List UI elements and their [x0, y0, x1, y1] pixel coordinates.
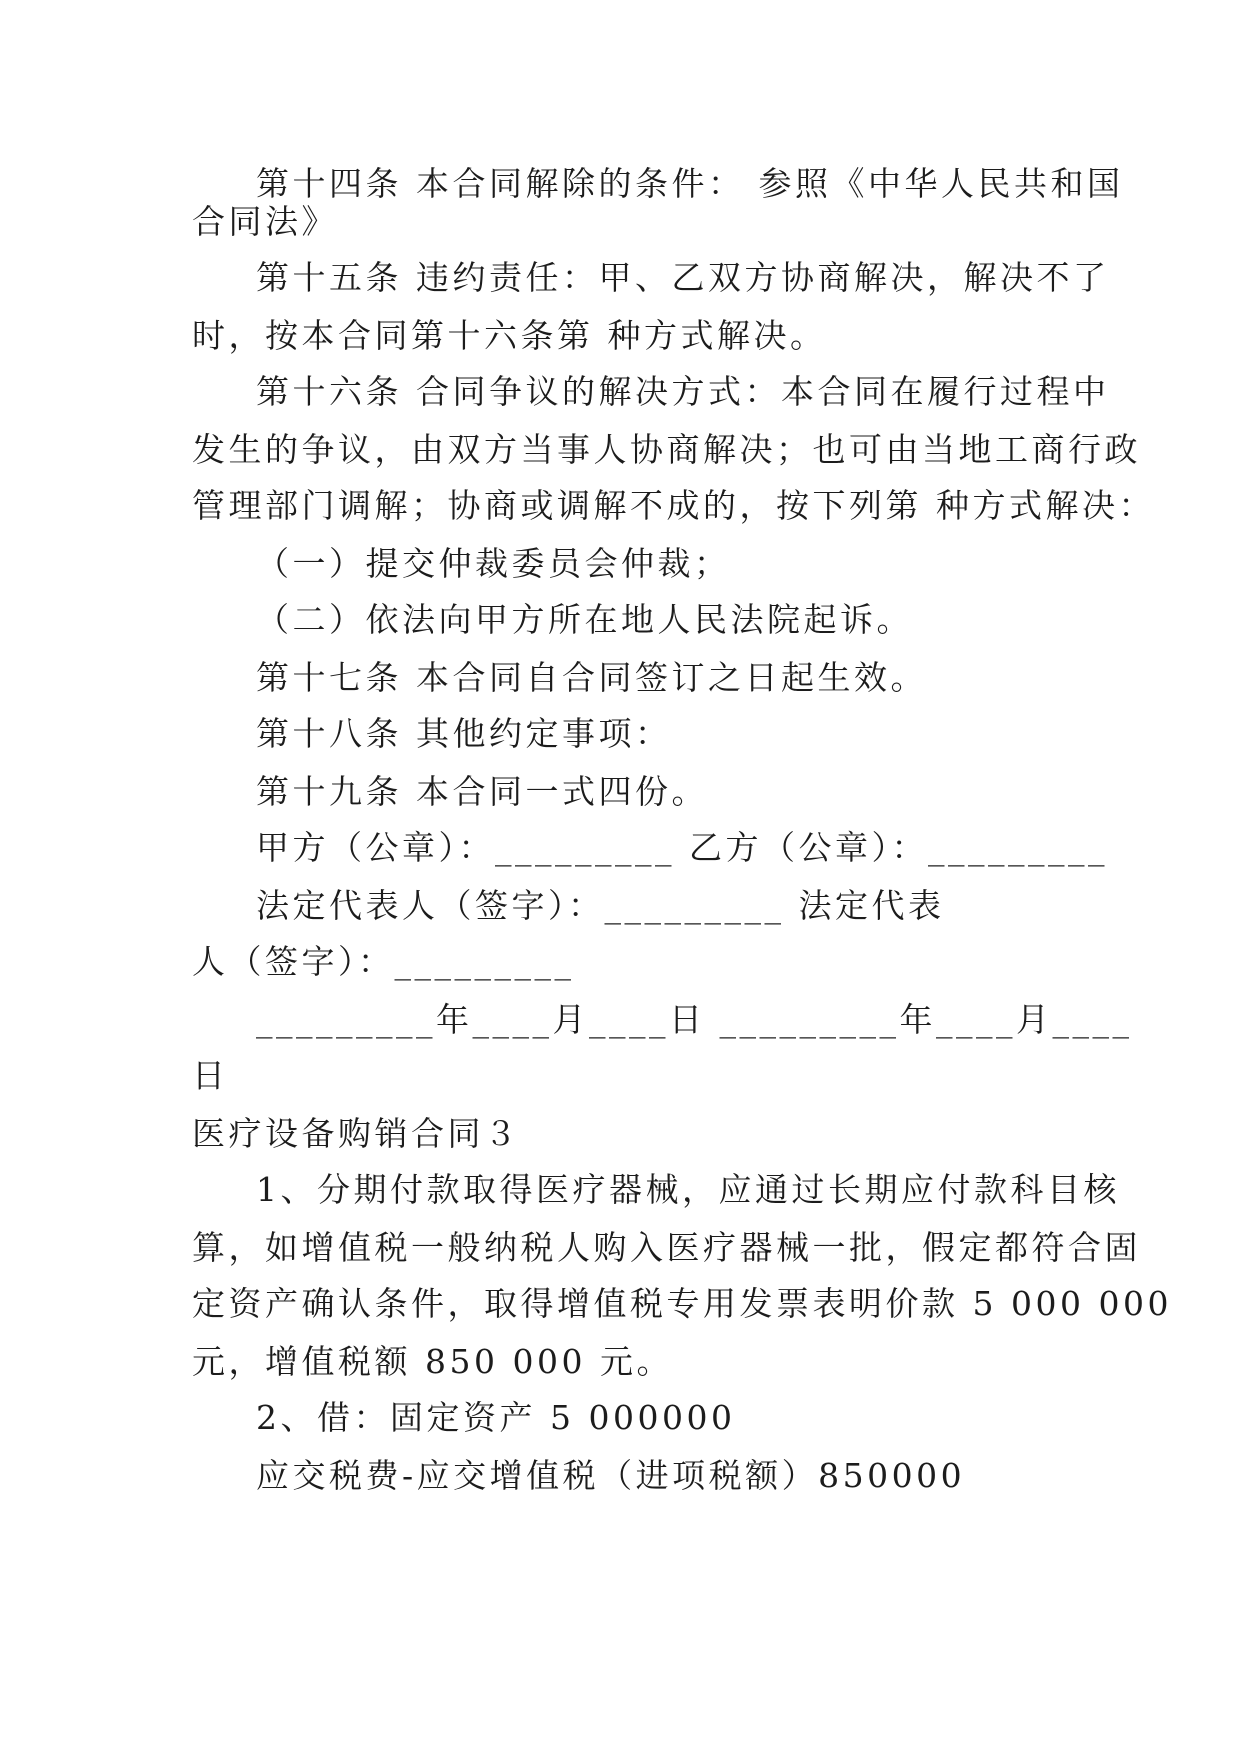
clause-14-line-1: 第十四条 本合同解除的条件： 参照《中华人民共和国: [256, 164, 1124, 203]
para-1-line-2: 算，如增值税一般纳税人购入医疗器械一批，假定都符合固: [192, 1228, 1141, 1267]
clause-16-option-2: （二）依法向甲方所在地人民法院起诉。: [256, 600, 913, 639]
clause-16-line-3: 管理部门调解；协商或调解不成的，按下列第 种方式解决：: [192, 486, 1155, 525]
clause-16-line-2: 发生的争议，由双方当事人协商解决；也可由当地工商行政: [192, 430, 1141, 469]
clause-16-line-1: 第十六条 合同争议的解决方式：本合同在履行过程中: [256, 372, 1110, 411]
clause-18: 第十八条 其他约定事项：: [256, 714, 672, 753]
para-2-line-1: 2、借：固定资产 5 000000: [256, 1398, 736, 1437]
para-2-line-2: 应交税费-应交增值税（进项税额）850000: [256, 1456, 966, 1495]
date-line-2: 日: [192, 1056, 229, 1095]
legal-rep-line-1: 法定代表人（签字）：_________ 法定代表: [256, 886, 945, 925]
clause-17: 第十七条 本合同自合同签订之日起生效。: [256, 658, 927, 697]
clause-19: 第十九条 本合同一式四份。: [256, 772, 708, 811]
section-title: 医疗设备购销合同３: [192, 1114, 521, 1153]
clause-15-line-1: 第十五条 违约责任：甲、乙双方协商解决，解决不了: [256, 258, 1110, 297]
date-line-1: _________年____月____日 _________年____月____: [256, 1000, 1133, 1039]
legal-rep-line-2: 人（签字）：_________: [192, 942, 575, 981]
para-1-line-4: 元，增值税额 850 000 元。: [192, 1342, 673, 1381]
clause-15-line-2: 时，按本合同第十六条第 种方式解决。: [192, 316, 827, 355]
para-1-line-3: 定资产确认条件，取得增值税专用发票表明价款 5 000 000: [192, 1284, 1172, 1323]
clause-14-line-2: 合同法》: [192, 202, 338, 241]
clause-16-option-1: （一）提交仲裁委员会仲裁；: [256, 544, 731, 583]
para-1-line-1: 1、分期付款取得医疗器械，应通过长期应付款科目核: [256, 1170, 1120, 1209]
party-seal-line: 甲方（公章）：_________ 乙方（公章）：_________: [256, 828, 1108, 867]
